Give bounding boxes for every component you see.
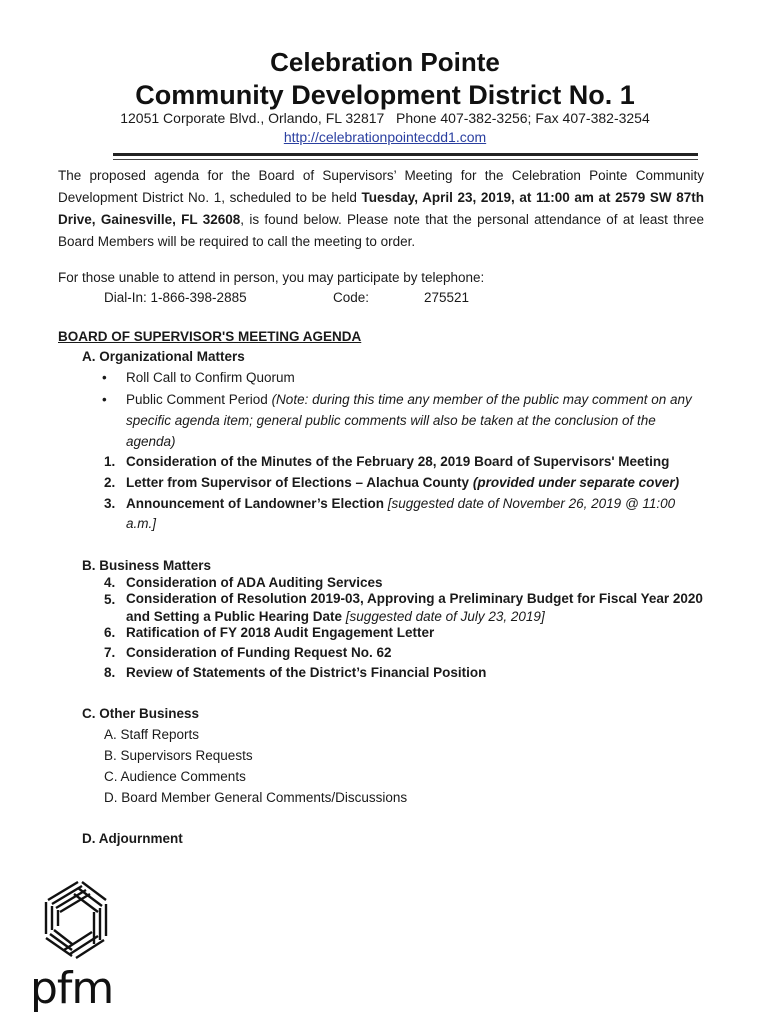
agenda-heading: BOARD OF SUPERVISOR'S MEETING AGENDA (58, 329, 362, 344)
agenda-item-text: Consideration of ADA Auditing Services (126, 575, 383, 590)
roll-call-item: Roll Call to Confirm Quorum (126, 370, 295, 385)
agenda-item-text: Announcement of Landowner’s Election (126, 496, 388, 511)
bullet-icon: • (102, 392, 107, 407)
other-business-item: A. Staff Reports (104, 727, 200, 742)
section-b-title: B. Business Matters (82, 558, 212, 573)
header-rule-thin (113, 159, 698, 160)
agenda-item-6 (126, 623, 706, 643)
agenda-item-1 (126, 452, 706, 472)
header-rule-thick (113, 153, 698, 156)
public-comment-item (126, 389, 706, 452)
item-number: 1. (104, 454, 116, 469)
agenda-item-note: (provided under separate cover) (472, 475, 680, 490)
other-business-item: B. Supervisors Requests (104, 748, 253, 763)
public-comment-label: Public Comment Period (126, 392, 272, 407)
intro-meeting-details: Tuesday, April 23, 2019, at 11:00 am at 2579 SW 87th Drive, Gainesville, FL 32608 (58, 190, 704, 227)
website-line (0, 129, 770, 145)
agenda-item-text: Review of Statements of the District’s Financial Position (126, 665, 487, 680)
item-number: 3. (104, 496, 116, 511)
agenda-item-text: Ratification of FY 2018 Audit Engagement Letter (126, 625, 435, 640)
agenda-item-text: Consideration of Funding Request No. 62 (126, 645, 392, 660)
intro-paragraph (58, 165, 704, 253)
agenda-item-note: [suggested date of November 26, 2019 @ 11:00 a.m.] (126, 496, 676, 531)
section-a-title: A. Organizational Matters (82, 349, 245, 364)
agenda-item-5 (126, 590, 706, 626)
item-number: 4. (104, 575, 116, 590)
agenda-item-8 (126, 663, 706, 683)
agenda-item-3 (126, 494, 706, 534)
section-d-title: D. Adjournment (82, 831, 183, 846)
intro-text-2: , is found below. Please note that the personal attendance of at least three Board Members will be required to call the meeting to order. (58, 212, 704, 249)
code-label: Code: (333, 290, 370, 305)
agenda-item-text: Consideration of the Minutes of the February 28, 2019 Board of Supervisors' Meeting (126, 454, 670, 469)
pfm-logo-icon (26, 870, 126, 970)
agenda-item-7 (126, 643, 706, 663)
dial-in-number: Dial-In: 1-866-398-2885 (104, 290, 247, 305)
bullet-icon: • (102, 370, 107, 385)
public-comment-note: (Note: during this time any member of the public may comment on any specific agenda item; general public comments will also be taken at the conclusion of the agenda) (126, 392, 692, 449)
contact-address: 12051 Corporate Blvd., Orlando, FL 32817 Phone 407-382-3256; Fax 407-382-3254 (120, 110, 650, 126)
item-number: 8. (104, 665, 116, 680)
agenda-item-text: Consideration of Resolution 2019-03, Approving a Preliminary Budget for Fiscal Year 2020 and Setting a Public Hearing Date (126, 591, 703, 624)
item-number: 2. (104, 475, 116, 490)
agenda-item-note: [suggested date of July 23, 2019] (345, 609, 545, 624)
section-c-title: C. Other Business (82, 706, 200, 721)
district-subtitle: Community Development District No. 1 (135, 80, 635, 110)
intro-text-1: The proposed agenda for the Board of Supervisors’ Meeting for the Celebration Pointe Community Development District No. 1, scheduled to be held (58, 168, 704, 205)
telephone-intro: For those unable to attend in person, you may participate by telephone: (58, 270, 485, 285)
item-number: 7. (104, 645, 116, 660)
pfm-logo-text: pfm (30, 963, 114, 1014)
district-name: Celebration Pointe (270, 47, 500, 77)
agenda-item-text: Letter from Supervisor of Elections – Alachua County (126, 475, 473, 490)
code-value: 275521 (424, 290, 470, 305)
agenda-item-2 (126, 473, 706, 493)
other-business-item: D. Board Member General Comments/Discussions (104, 790, 408, 805)
item-number: 6. (104, 625, 116, 640)
website-link[interactable]: http://celebrationpointecdd1.com (283, 129, 487, 145)
other-business-item: C. Audience Comments (104, 769, 246, 784)
item-number: 5. (104, 592, 116, 607)
